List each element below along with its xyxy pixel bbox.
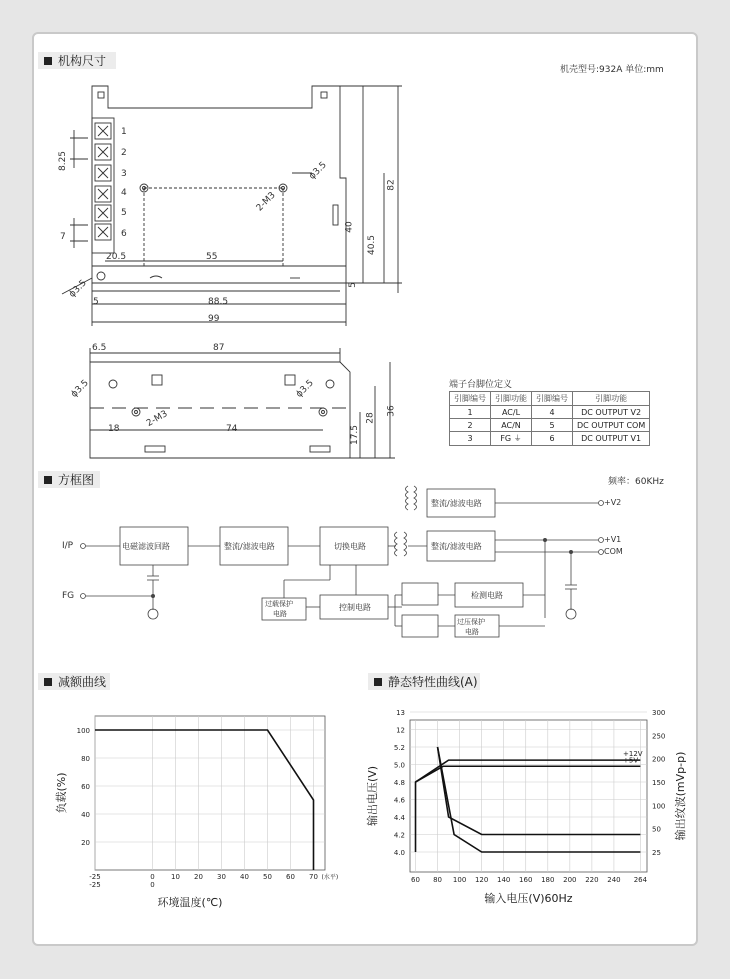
x-axis-label: 输入电压(V)60Hz	[484, 892, 573, 905]
y-tick-label: 40	[81, 811, 90, 819]
transformer-coil	[414, 486, 417, 510]
pin-label: 4	[121, 188, 127, 198]
transformer-coil	[404, 532, 407, 556]
x-tick-label: 0	[150, 873, 155, 881]
x-tick-label: 70	[309, 873, 318, 881]
y-tick-label: 20	[81, 839, 90, 847]
y-right-tick-label: 250	[652, 732, 666, 741]
x-tick-label: 160	[519, 876, 533, 884]
square-bullet-icon	[44, 57, 52, 65]
dim-label: 40.5	[367, 234, 378, 256]
table-cell: 4	[532, 406, 573, 419]
dim-label: 55	[206, 252, 218, 262]
pin-table-title: 端子台脚位定义	[449, 380, 513, 390]
ocp-label: 电路	[273, 610, 287, 618]
y-left-tick-label: 13	[396, 709, 405, 717]
emi-filter-label: 电磁滤波回路	[122, 542, 170, 551]
transformer-coil	[395, 532, 398, 556]
y-left-tick-label: 4.4	[393, 814, 405, 822]
table-cell: DC OUTPUT V2	[573, 406, 650, 419]
dim-label: 20.5	[106, 252, 127, 262]
y-right-axis-label: 输出纹波(mVp-p)	[674, 751, 687, 841]
table-header-cell: 引脚编号	[450, 392, 491, 406]
switch-circuit-label: 切换电路	[334, 542, 366, 551]
y-left-tick-label: 4.6	[393, 796, 405, 805]
table-header-cell: 引脚功能	[573, 392, 650, 406]
x-tick-label: 264	[633, 876, 648, 884]
ovp-label: 电路	[465, 628, 479, 636]
y-left-tick-label: 4.0	[393, 849, 405, 857]
y-right-tick-label: 50	[652, 825, 661, 834]
dim-label: 5	[347, 282, 358, 288]
table-cell: 1	[450, 406, 491, 419]
case-outline	[92, 86, 346, 283]
dim-label: 2-M3	[254, 190, 278, 214]
dim-label: ϕ3.5	[294, 378, 316, 400]
table-cell: 3	[450, 432, 491, 446]
static-characteristic-chart	[362, 700, 692, 920]
section-header-static	[368, 673, 480, 690]
pin-label: 6	[121, 229, 127, 239]
y-right-tick-label: 150	[652, 779, 666, 787]
square-bullet-icon	[44, 678, 52, 686]
y-right-tick-label: 25	[652, 849, 661, 857]
table-cell: AC/L	[491, 406, 532, 419]
pin-label: 5	[121, 208, 127, 218]
table-header-row	[450, 392, 650, 406]
table-header-cell: 引脚编号	[532, 392, 573, 406]
square-bullet-icon	[374, 678, 382, 686]
dim-label: 8.25	[58, 150, 69, 172]
frequency-note: 频率：60KHz	[608, 477, 664, 487]
table-cell: DC OUTPUT V1	[573, 432, 650, 446]
block-diagram	[40, 480, 680, 650]
y-left-tick-label: 5.0	[393, 761, 405, 770]
y-left-tick-label: 12	[396, 726, 405, 735]
pin-definition-table	[449, 391, 650, 446]
x-tick-label: 60	[411, 876, 420, 884]
x-tick-label: -25	[89, 873, 101, 881]
x-tick-label: 180	[541, 876, 555, 884]
dim-label: 18	[108, 424, 120, 434]
table-row	[450, 419, 650, 432]
y-right-tick-label: 100	[652, 802, 666, 811]
table-cell: 2	[450, 419, 491, 432]
y-tick-label: 60	[81, 783, 90, 791]
table-cell: 5	[532, 419, 573, 432]
detect-circuit-label: 检测电路	[471, 591, 503, 600]
tab-mark	[321, 92, 327, 98]
x-axis-label: 环境温度(℃)	[157, 896, 223, 909]
x-tick-label: 10	[171, 873, 180, 881]
transformer-coil	[406, 486, 409, 510]
ocp-label: 过载保护	[265, 600, 293, 608]
y-right-tick-label: 200	[652, 755, 666, 764]
output-com-label: COM	[604, 547, 623, 556]
terminal-screws	[95, 123, 111, 240]
section-title: 静态特性曲线(A)	[388, 675, 478, 689]
output-v1-label: +V1	[604, 535, 622, 544]
series-label: +12V	[623, 750, 643, 759]
input-label: I/P	[62, 541, 74, 551]
section-title: 机构尺寸	[58, 54, 107, 68]
section-title: 减额曲线	[58, 675, 107, 689]
dim-label: 7	[60, 232, 66, 242]
x-unit-label: (水平)	[321, 874, 339, 881]
section-header-mechanical	[38, 52, 116, 69]
x-tick-label: 30	[217, 873, 226, 881]
x-tick-label: 60	[286, 873, 295, 881]
x-tick-label: 220	[585, 876, 599, 884]
table-cell: FG ⏚	[491, 432, 532, 446]
pin-label: 1	[121, 127, 127, 137]
rectifier-label: 整流/滤波电路	[224, 542, 275, 551]
table-row	[450, 432, 650, 446]
dim-label: 74	[226, 424, 238, 434]
derating-chart	[40, 700, 340, 920]
top-view-drawing	[40, 78, 420, 328]
y-tick-label: 80	[81, 755, 90, 763]
pin-label: 3	[121, 169, 127, 179]
x-tick-label: 80	[433, 876, 443, 884]
case-outline	[90, 362, 350, 458]
dim-label: 6.5	[92, 343, 107, 353]
section-header-derating	[38, 673, 110, 690]
series-label: +5V	[623, 756, 639, 765]
table-row	[450, 406, 650, 419]
y-left-tick-label: 4.2	[393, 831, 405, 840]
x-tick-label: 200	[563, 876, 577, 884]
series-line	[95, 730, 314, 870]
dim-label: 28	[365, 412, 376, 424]
x-tick-label: 20	[194, 873, 203, 881]
table-cell: 6	[532, 432, 573, 446]
case-model-note: 机壳型号:932A 单位:mm	[560, 65, 664, 75]
x-tick-label: 40	[240, 873, 249, 881]
ground-symbol	[566, 609, 576, 619]
x-tick-label: 50	[263, 873, 272, 881]
tab-mark	[98, 92, 104, 98]
x-tick-label: 100	[452, 876, 467, 884]
ovp-label: 过压保护	[457, 618, 485, 626]
y-left-axis-label: 输出电压(V)	[366, 765, 379, 827]
output-v2-label: +V2	[604, 498, 622, 507]
dim-label: ϕ3.5	[307, 160, 329, 182]
side-view-drawing	[40, 340, 420, 460]
section-title: 方框图	[58, 473, 95, 487]
control-circuit-label: 控制电路	[339, 603, 371, 612]
y-left-tick-label: 5.2	[393, 744, 405, 752]
y-right-tick-label: 300	[652, 709, 666, 717]
rectifier-label: 整流/滤波电路	[431, 499, 482, 508]
series-line	[416, 766, 641, 782]
dim-label: 36	[386, 405, 397, 417]
y-tick-label: 100	[76, 727, 90, 735]
dim-label: 5	[93, 297, 99, 307]
dim-label: 82	[386, 179, 397, 191]
table-header-cell: 引脚功能	[491, 392, 532, 406]
dim-label: 99	[208, 314, 220, 324]
y-left-tick-label: 4.8	[393, 779, 405, 787]
table-cell: AC/N	[491, 419, 532, 432]
pin-label: 2	[121, 148, 127, 158]
table-cell: DC OUTPUT COM	[573, 419, 650, 432]
x-tick-label: -25	[89, 881, 101, 889]
ground-symbol	[148, 609, 158, 619]
x-tick-label: 240	[607, 876, 621, 884]
dim-label: 88.5	[208, 297, 229, 307]
optocoupler-1	[402, 583, 438, 605]
optocoupler-2	[402, 615, 438, 637]
dim-label: ϕ3.5	[67, 278, 89, 300]
rectifier-label: 整流/滤波电路	[431, 542, 482, 551]
dim-label: 87	[213, 343, 225, 353]
x-tick-label: 120	[474, 876, 489, 884]
dim-label: 40	[344, 221, 355, 233]
x-tick-label: 0	[150, 881, 155, 889]
dim-label: ϕ3.5	[69, 378, 91, 400]
fg-label: FG	[62, 591, 75, 601]
dim-label: 2-M3	[145, 409, 170, 429]
dim-label: 17.5	[350, 424, 361, 446]
x-tick-label: 140	[497, 876, 511, 884]
y-axis-label: 负载(%)	[55, 772, 68, 814]
